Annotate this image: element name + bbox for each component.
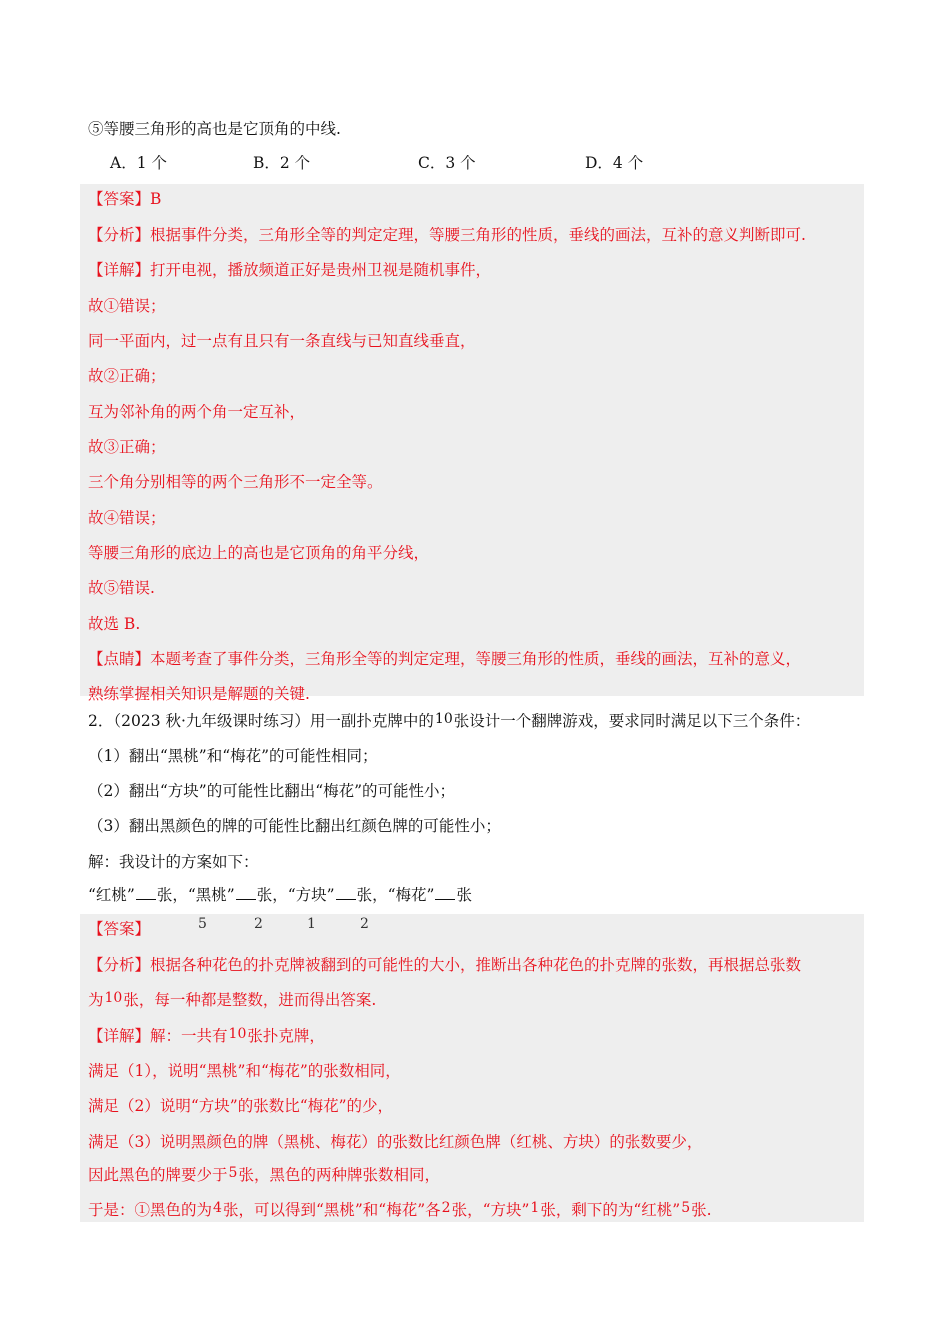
detail-line: 互为邻补角的两个角一定互补， xyxy=(88,403,306,421)
q2-condition-2: （2）翻出“方块”的可能性比翻出“梅花”的可能性小； xyxy=(88,782,456,800)
detail6-part: 张，“方块” xyxy=(451,1201,530,1219)
q1-answer-line xyxy=(88,188,161,210)
q2-analysis-line xyxy=(88,954,801,976)
detail-line: 故④错误； xyxy=(88,509,166,527)
detail-line: 故⑤错误. xyxy=(88,579,155,597)
plan-clubs: 张，“梅花” xyxy=(356,886,435,904)
answer-value: B xyxy=(150,190,162,208)
detail-line: 等腰三角形的底边上的高也是它顶角的角平分线， xyxy=(88,544,430,562)
detail6-part: 于是：①黑色的为 xyxy=(88,1201,213,1219)
blank xyxy=(136,885,156,900)
detail-line: 同一平面内，过一点有且只有一条直线与已知直线垂直， xyxy=(88,332,476,350)
q2-solution-intro: 解：我设计的方案如下： xyxy=(88,853,259,871)
q1-detail-line xyxy=(88,259,491,281)
q2-heading-a: 2．（2023 秋·九年级课时练习）用一副扑克牌中的 xyxy=(88,712,434,730)
q2-answer-4: 2 xyxy=(360,916,369,932)
q2-heading-number: 10 xyxy=(434,711,453,727)
q2-detail-line-3: 满足（2）说明“方块”的张数比“梅花”的少， xyxy=(88,1097,394,1115)
analysis-tag: 【分析】 xyxy=(88,226,151,244)
q2-detail-line-6 xyxy=(88,1199,712,1222)
plan-red-hearts: “红桃” xyxy=(88,886,135,904)
detail6-part: 张，剩下的为“红桃” xyxy=(540,1201,681,1219)
q2-plan-line xyxy=(88,884,472,906)
detail6-number: 2 xyxy=(441,1200,451,1216)
plan-end: 张 xyxy=(456,886,472,904)
detail-line: 故选 B. xyxy=(88,615,141,633)
q2-answer-tag: 【答案】 xyxy=(88,920,151,938)
detail5-b: 张，黑色的两种牌张数相同， xyxy=(238,1166,440,1184)
blank xyxy=(435,885,455,900)
q2-heading xyxy=(88,710,810,733)
detail-tag: 【详解】 xyxy=(88,1027,151,1045)
detail5-a: 因此黑色的牌要少于 xyxy=(88,1166,228,1184)
detail-line: 故②正确； xyxy=(88,367,166,385)
plan-diamonds: 张，“方块” xyxy=(256,886,335,904)
analysis-text: 根据各种花色的扑克牌被翻到的可能性的大小，推断出各种花色的扑克牌的张数，再根据总张数 xyxy=(150,956,802,974)
detail5-number: 5 xyxy=(228,1165,238,1181)
option-c: C．3 个 xyxy=(418,154,476,172)
statement-5: ⑤等腰三角形的高也是它顶角的中线. xyxy=(88,120,341,138)
q2-detail-line xyxy=(88,1025,325,1048)
q1-comment-line xyxy=(88,648,801,670)
detail-line: 三个角分别相等的两个三角形不一定全等。 xyxy=(88,473,383,491)
analysis-tag: 【分析】 xyxy=(88,956,151,974)
plan-spades: 张，“黑桃” xyxy=(156,886,235,904)
q1-comment-line-2: 熟练掌握相关知识是解题的关键. xyxy=(88,685,310,703)
detail1-a: 解：一共有 xyxy=(150,1027,228,1045)
detail1-number: 10 xyxy=(228,1026,247,1042)
detail-tag: 【详解】 xyxy=(88,261,151,279)
analysis2-a: 为 xyxy=(88,991,104,1009)
analysis-text: 根据事件分类，三角形全等的判定定理，等腰三角形的性质，垂线的画法，互补的意义判断即可. xyxy=(150,226,806,244)
detail-text: 打开电视，播放频道正好是贵州卫视是随机事件， xyxy=(150,261,492,279)
q2-answer-1: 5 xyxy=(198,916,207,932)
q2-answer-2: 2 xyxy=(254,916,263,932)
detail6-part: 张，可以得到“黑桃”和“梅花”各 xyxy=(222,1201,441,1219)
q2-condition-1: （1）翻出“黑桃”和“梅花”的可能性相同； xyxy=(88,747,378,765)
detail6-number: 4 xyxy=(213,1200,222,1216)
analysis2-b: 张，每一种都是整数，进而得出答案. xyxy=(123,991,377,1009)
detail-line: 故①错误； xyxy=(88,297,166,315)
option-b: B．2 个 xyxy=(253,154,311,172)
comment-tag: 【点睛】 xyxy=(88,650,151,668)
detail6-number: 5 xyxy=(681,1200,691,1216)
detail6-number: 1 xyxy=(530,1200,540,1216)
q1-analysis-line xyxy=(88,224,806,246)
q2-detail-line-2: 满足（1），说明“黑桃”和“梅花”的张数相同， xyxy=(88,1062,401,1080)
q2-analysis-line-2 xyxy=(88,989,376,1012)
q2-detail-line-5 xyxy=(88,1164,440,1187)
q2-detail-line-4: 满足（3）说明黑颜色的牌（黑桃、梅花）的张数比红颜色牌（红桃、方块）的张数要少， xyxy=(88,1133,703,1151)
option-d: D．4 个 xyxy=(585,154,644,172)
detail1-b: 张扑克牌， xyxy=(247,1027,325,1045)
answer-tag: 【答案】 xyxy=(88,190,151,208)
q2-condition-3: （3）翻出黑颜色的牌的可能性比翻出红颜色牌的可能性小； xyxy=(88,817,501,835)
blank xyxy=(336,885,356,900)
detail6-part: 张. xyxy=(691,1201,712,1219)
q2-answer-3: 1 xyxy=(307,916,316,932)
detail-line: 故③正确； xyxy=(88,438,166,456)
comment-text: 本题考查了事件分类，三角形全等的判定定理，等腰三角形的性质，垂线的画法，互补的意义， xyxy=(150,650,802,668)
analysis2-number: 10 xyxy=(104,990,123,1006)
blank xyxy=(236,885,256,900)
option-a: A．1 个 xyxy=(110,154,167,172)
q2-heading-b: 张设计一个翻牌游戏，要求同时满足以下三个条件： xyxy=(453,712,811,730)
